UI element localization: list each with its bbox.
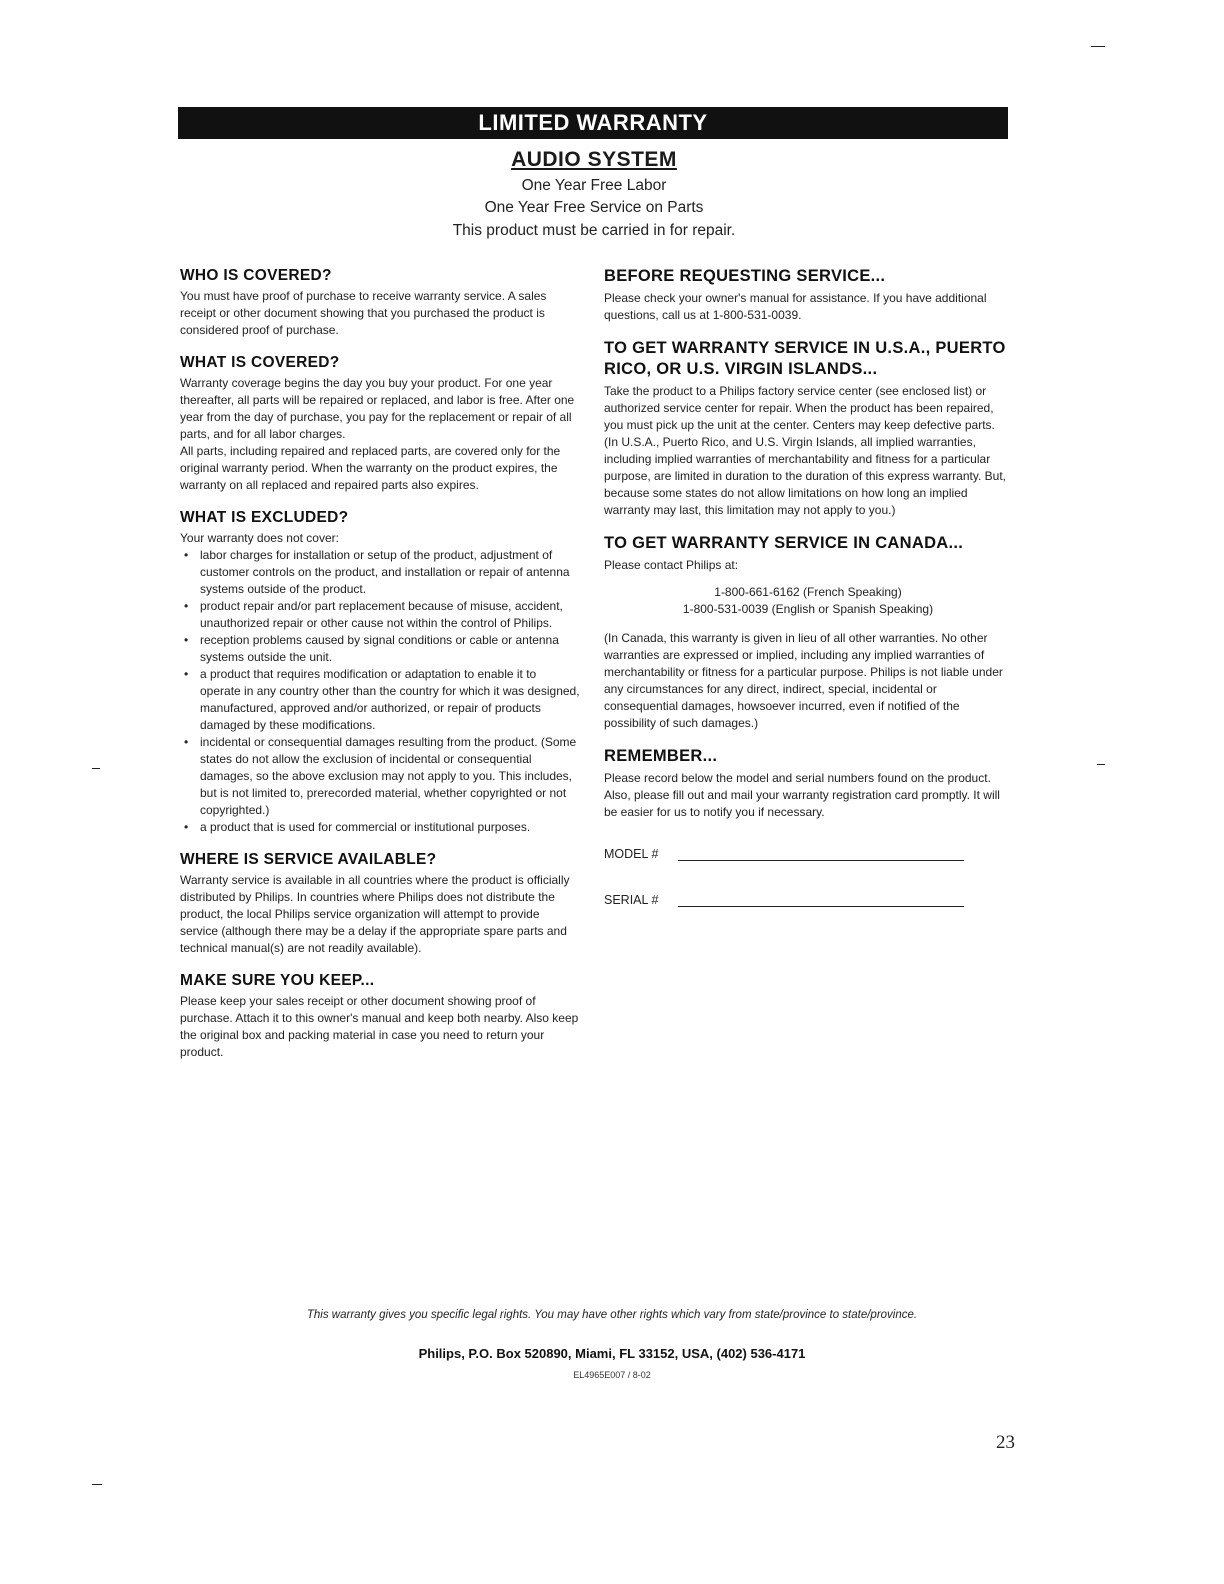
subline-parts: One Year Free Service on Parts bbox=[484, 199, 704, 216]
list-item: • incidental or consequential damages resulting from the product. (Some states do not allow the exclusion of incidental or consequential damages, so the above exclusion may not apply to you. This includes, but is not limited to, prerecorded material, whether copyrighted or not copyrighted.) bbox=[200, 734, 580, 819]
product-title: AUDIO SYSTEM bbox=[511, 148, 677, 171]
section-what-covered bbox=[180, 353, 580, 494]
section-body: Warranty service is available in all countries where the product is officially distributed by Philips. In countries where Philips does not distribute the product, the local Philips service organization will attempt to provide service (although there may be a delay if the appropriate spare parts and technical manual(s) are not readily available). bbox=[180, 873, 570, 955]
section-body: All parts, including repaired and replaced parts, are covered only for the original warranty period. When the warranty on the product expires, the warranty on all replaced and repaired parts also expires. bbox=[180, 444, 561, 492]
serial-number-field[interactable] bbox=[604, 893, 1012, 907]
crop-mark-mid-left bbox=[92, 768, 100, 769]
list-item: • reception problems caused by signal conditions or cable or antenna systems outside the unit. bbox=[200, 632, 580, 666]
section-canada-service bbox=[604, 533, 1012, 732]
section-heading: REMEMBER... bbox=[604, 747, 718, 765]
section-heading: WHAT IS EXCLUDED? bbox=[180, 509, 349, 526]
crop-mark-bottom-left bbox=[92, 1484, 102, 1485]
list-item: • product repair and/or part replacement because of misuse, accident, unauthorized repair or other cause not within the control of Philips. bbox=[200, 598, 580, 632]
section-body: Warranty coverage begins the day you buy your product. For one year thereafter, all parts will be repaired or replaced, and labor is free. After one year from the day of purchase, you pay for the replacement or repair of all parts, and for all labor charges. bbox=[180, 376, 575, 441]
section-heading: TO GET WARRANTY SERVICE IN CANADA... bbox=[604, 534, 964, 552]
crop-mark-top-right bbox=[1091, 46, 1105, 47]
exclusion-list bbox=[180, 547, 580, 836]
right-column bbox=[604, 266, 1012, 921]
serial-number-line[interactable] bbox=[678, 894, 964, 907]
section-what-excluded bbox=[180, 508, 580, 836]
section-who-covered bbox=[180, 266, 580, 339]
section-heading: WHO IS COVERED? bbox=[180, 267, 332, 284]
page-number: 23 bbox=[996, 1432, 1015, 1453]
list-item: • a product that requires modification or adaptation to enable it to operate in any country other than the country for which it was designed, manufactured, approved and/or authorized, or repair of products damaged by these modifications. bbox=[200, 666, 580, 734]
model-label: MODEL # bbox=[604, 847, 659, 861]
section-heading: BEFORE REQUESTING SERVICE... bbox=[604, 267, 886, 285]
section-intro: Your warranty does not cover: bbox=[180, 531, 339, 545]
phone-numbers bbox=[604, 584, 1012, 618]
crop-mark-mid-right bbox=[1097, 764, 1105, 765]
serial-label: SERIAL # bbox=[604, 893, 659, 907]
section-usa-service bbox=[604, 338, 1012, 519]
model-number-line[interactable] bbox=[678, 848, 964, 861]
section-where-available bbox=[180, 850, 580, 957]
section-heading: TO GET WARRANTY SERVICE IN U.S.A., PUERTO RICO, OR U.S. VIRGIN ISLANDS... bbox=[604, 339, 1006, 378]
legal-rights-note: This warranty gives you specific legal rights. You may have other rights which vary from state/province to state/province. bbox=[306, 1309, 918, 1321]
section-heading: WHERE IS SERVICE AVAILABLE? bbox=[180, 851, 437, 868]
phone-french: 1-800-661-6162 (French Speaking) bbox=[714, 585, 902, 599]
list-item: • labor charges for installation or setup of the product, adjustment of customer controls on the product, and installation or repair of antenna systems outside of the product. bbox=[200, 547, 580, 598]
warranty-banner: LIMITED WARRANTY bbox=[178, 107, 1008, 139]
section-make-sure-keep bbox=[180, 971, 580, 1061]
subline-carry-in: This product must be carried in for repair. bbox=[452, 222, 736, 239]
list-item: • a product that is used for commercial or institutional purposes. bbox=[200, 819, 580, 836]
section-before-service bbox=[604, 266, 1012, 324]
section-body: Please record below the model and serial numbers found on the product. Also, please fill out and mail your warranty registration card promptly. It will be easier for us to notify you if necessary. bbox=[604, 771, 1000, 819]
section-remember bbox=[604, 746, 1012, 907]
section-body: Take the product to a Philips factory service center (see enclosed list) or authorized service center for repair. When the product has been repaired, you must pick up the unit at the center. Centers may keep defective parts. (In U.S.A., Puerto Rico, and U.S. Virgin Islands, all implied warranties, including implied warranties of merchantability and fitness for a particular purpose, are limited in duration to the duration of this express warranty. But, because some states do not allow limitations on how long an implied warranty may last, this limitation may not apply to you.) bbox=[604, 384, 1006, 517]
subline-labor: One Year Free Labor bbox=[521, 177, 667, 194]
section-heading: WHAT IS COVERED? bbox=[180, 354, 340, 371]
document-code: EL4965E007 / 8-02 bbox=[573, 1370, 651, 1380]
section-body: You must have proof of purchase to receive warranty service. A sales receipt or other document showing that you purchased the product is considered proof of purchase. bbox=[180, 289, 547, 337]
company-address: Philips, P.O. Box 520890, Miami, FL 33152, USA, (402) 536-4171 bbox=[418, 1346, 806, 1361]
section-body: Please check your owner's manual for assistance. If you have additional questions, call us at 1-800-531-0039. bbox=[604, 291, 987, 322]
section-body: (In Canada, this warranty is given in lieu of all other warranties. No other warranties are expressed or implied, including any implied warranties of merchantability or fitness for a particular purpose. Philips is not liable under any circumstances for any direct, indirect, special, incidental or consequential damages, howsoever incurred, even if notified of the possibility of such damages.) bbox=[604, 631, 1003, 730]
section-heading: MAKE SURE YOU KEEP... bbox=[180, 972, 375, 989]
phone-english-spanish: 1-800-531-0039 (English or Spanish Speaking) bbox=[682, 602, 934, 616]
left-column bbox=[180, 266, 580, 1075]
section-intro: Please contact Philips at: bbox=[604, 558, 739, 572]
model-number-field[interactable] bbox=[604, 847, 1012, 861]
section-body: Please keep your sales receipt or other document showing proof of purchase. Attach it to this owner's manual and keep both nearby. Also keep the original box and packing material in case you need to return your product. bbox=[180, 994, 579, 1059]
